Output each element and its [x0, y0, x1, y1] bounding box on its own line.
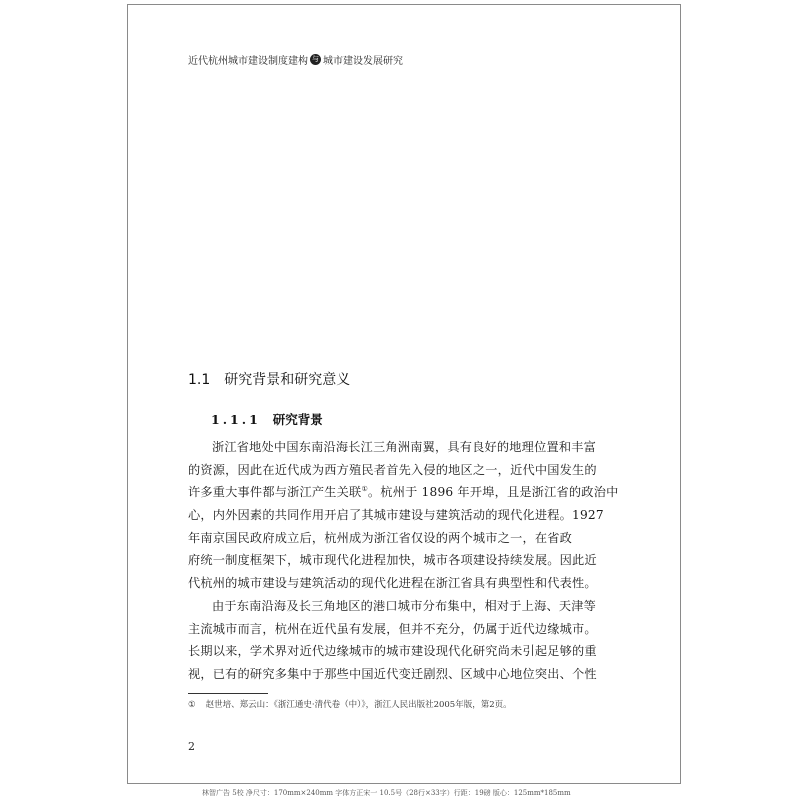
section-title: 研究背景和研究意义 — [224, 372, 351, 388]
body-line: 年南京国民政府成立后，杭州成为浙江省仅设的两个城市之一，在省政 — [188, 530, 573, 545]
body-line: 由于东南沿海及长三角地区的港口城市分布集中，相对于上海、天津等 — [212, 598, 597, 613]
body-line: 心，内外因素的共同作用开启了其城市建设与建筑活动的现代化进程。1927 — [188, 508, 604, 523]
body-line: 代杭州的城市建设与建筑活动的现代化进程在浙江省具有典型性和代表性。 — [188, 576, 597, 591]
footnote-reference[interactable]: ① — [361, 485, 368, 494]
section-number: 1.1 — [188, 372, 211, 388]
body-line-part: 许多重大事件都与浙江产生关联 — [188, 485, 362, 500]
running-head-left: 近代杭州城市建设制度建构 — [188, 56, 308, 67]
body-line: 浙江省地处中国东南沿海长江三角洲南翼，具有良好的地理位置和丰富 — [212, 440, 597, 454]
footnote-divider — [188, 693, 268, 694]
subsection-title: 研究背景 — [272, 412, 323, 427]
running-head-symbol: 与 — [312, 55, 319, 63]
running-head-right: 城市建设发展研究 — [323, 56, 403, 67]
section-heading — [188, 369, 350, 389]
subsection-heading — [211, 410, 323, 428]
subsection-number: 1.1.1 — [211, 412, 261, 427]
footnote-text: 赵世培、郑云山：《浙江通史·清代卷（中）》，浙江人民出版社2005年版，第2页。 — [205, 700, 512, 710]
body-line: 视，已有的研究多集中于那些中国近代变迁剧烈、区域中心地位突出、个性 — [188, 666, 597, 681]
body-line — [188, 481, 619, 504]
body-line: 的资源，因此在近代成为西方殖民者首先入侵的地区之一，近代中国发生的 — [188, 462, 597, 477]
body-text — [188, 436, 619, 686]
body-line: 长期以来，学术界对近代边缘城市的城市建设现代化研究尚未引起足够的重 — [188, 644, 597, 659]
body-line: 主流城市而言，杭州在近代虽有发展，但并不充分，仍属于近代边缘城市。 — [188, 621, 597, 636]
footnote — [188, 698, 512, 710]
running-head — [188, 52, 403, 67]
print-imprint: 林智广告 5校 净尺寸：170mm×240mm 字体方正宋一 10.5号（28行×33字）行距：19磅 版心：125mm*185mm — [202, 789, 571, 797]
footnote-mark: ① — [188, 700, 196, 710]
page-number: 2 — [188, 740, 195, 753]
body-line: 府统一制度框架下，城市现代化进程加快，城市各项建设持续发展。因此近 — [188, 553, 597, 568]
body-line-part: 。杭州于 1896 年开埠，且是浙江省的政治中 — [367, 485, 619, 500]
